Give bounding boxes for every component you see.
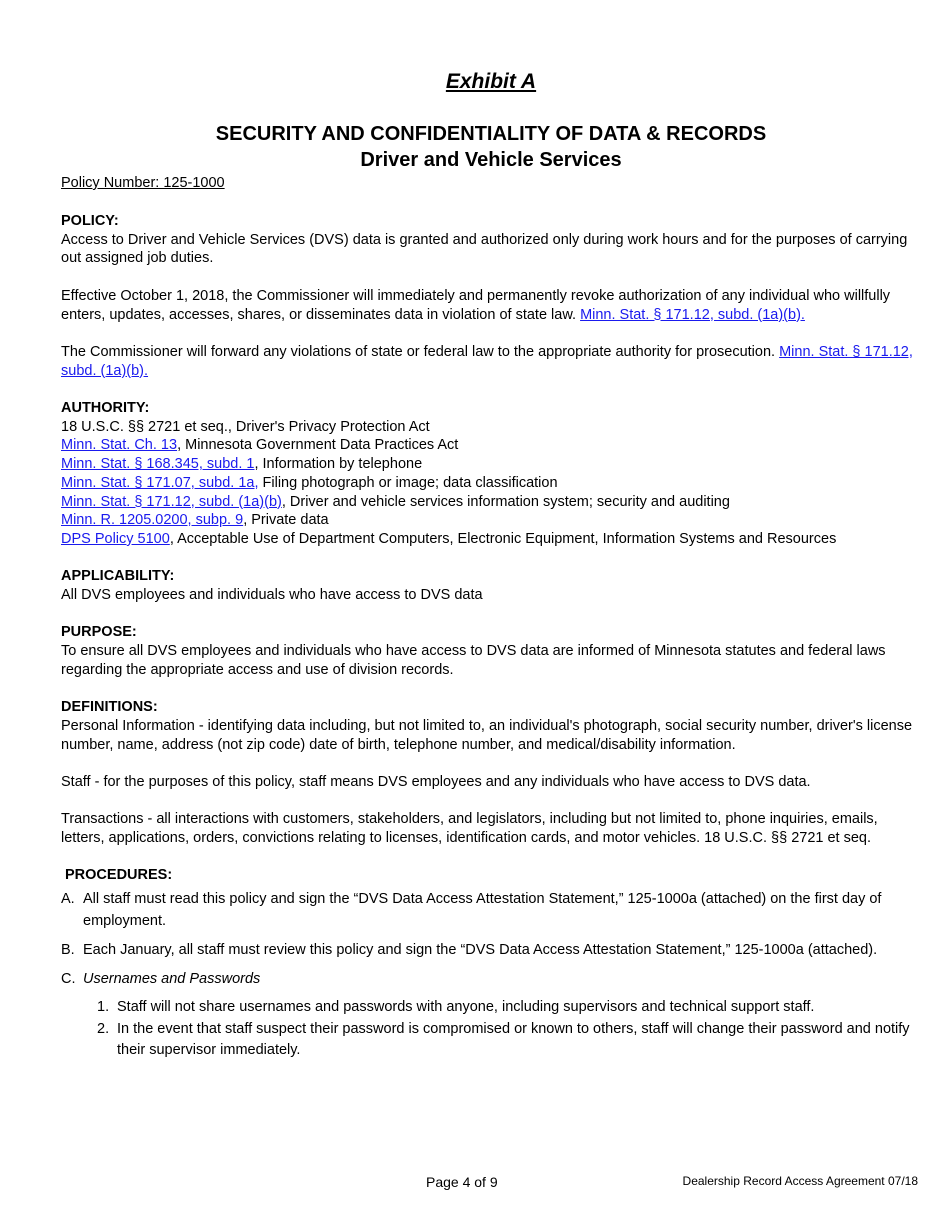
exhibit-label: Exhibit A	[445, 70, 537, 93]
policy-number: Policy Number: 125-1000	[61, 175, 225, 191]
authority-item: DPS Policy 5100, Acceptable Use of Department Computers, Electronic Equipment, Information Systems and Resources	[61, 530, 837, 547]
document-title: SECURITY AND CONFIDENTIALITY OF DATA & RECORDS	[215, 123, 767, 145]
authority-item: Minn. R. 1205.0200, subp. 9, Private data	[61, 512, 329, 529]
procedure-c-list	[61, 997, 921, 1062]
definition-staff: Staff - for the purposes of this policy, staff means DVS employees and any individuals who have access to DVS data.	[61, 773, 811, 790]
authority-link[interactable]: Minn. Stat. Ch. 13	[61, 437, 178, 454]
authority-link[interactable]: Minn. R. 1205.0200, subp. 9	[61, 512, 244, 529]
authority-heading: AUTHORITY:	[61, 399, 150, 416]
definition-transactions: Transactions - all interactions with customers, stakeholders, and legislators, including but not limited to, phone inquiries, emails, letters, applications, orders, convictions relating to licenses, identification cards, and motor vehicles. 18 U.S.C. §§ 2721 et seq.	[61, 811, 878, 847]
document-subtitle: Driver and Vehicle Services	[360, 149, 622, 171]
procedure-a: A. All staff must read this policy and sign the “DVS Data Access Attestation Statement,” 125-1000a (attached) on the first day of employment.	[61, 891, 882, 930]
authority-item: Minn. Stat. § 171.07, subd. 1a, Filing photograph or image; data classification	[61, 474, 558, 491]
procedure-c-item-2: 2. In the event that staff suspect their password is compromised or known to others, staff will change their password and notify their supervisor immediately.	[97, 1020, 910, 1059]
authority-link[interactable]: DPS Policy 5100	[61, 530, 170, 547]
document-footer-label: Dealership Record Access Agreement 07/18	[682, 1174, 918, 1188]
authority-link[interactable]: Minn. Stat. § 171.12, subd. (1a)(b)	[61, 493, 282, 510]
policy-paragraph-2: Effective October 1, 2018, the Commissioner will immediately and permanently revoke authorization of any individual who willfully enters, updates, accesses, shares, or disseminates data in violation of state law. Minn. Stat. § 171.12, subd. (1a)(b).	[61, 287, 891, 323]
authority-section	[61, 399, 921, 549]
authority-item: Minn. Stat. Ch. 13, Minnesota Government Data Practices Act	[61, 437, 459, 454]
procedure-b: B. Each January, all staff must review this policy and sign the “DVS Data Access Attestation Statement,” 125-1000a (attached).	[61, 942, 878, 959]
purpose-section	[61, 623, 921, 679]
policy-heading: POLICY:	[61, 213, 119, 229]
purpose-text: To ensure all DVS employees and individuals who have access to DVS data are informed of Minnesota statutes and federal laws regarding the appropriate access and use of division records.	[61, 643, 886, 678]
definition-personal-information: Personal Information - identifying data including, but not limited to, an individual's photograph, social security number, driver's license number, name, address (not zip code) date of birth, telephone number, and medical/disability information.	[61, 717, 913, 753]
applicability-text: All DVS employees and individuals who have access to DVS data	[61, 587, 483, 603]
document-body	[61, 212, 921, 1062]
policy-paragraph-1: Access to Driver and Vehicle Services (DVS) data is granted and authorized only during work hours and for the purposes of carrying out assigned job duties.	[61, 231, 908, 267]
applicability-heading: APPLICABILITY:	[61, 568, 175, 585]
procedure-c-item-1: 1. Staff will not share usernames and passwords with anyone, including supervisors and technical support staff.	[97, 999, 815, 1016]
applicability-section	[61, 567, 921, 604]
procedure-c: C. Usernames and Passwords	[61, 971, 261, 988]
authority-item: Minn. Stat. § 168.345, subd. 1, Information by telephone	[61, 456, 423, 473]
purpose-heading: PURPOSE:	[61, 624, 137, 641]
policy-paragraph-3: The Commissioner will forward any violations of state or federal law to the appropriate authority for prosecution. Minn. Stat. § 171.12, subd. (1a)(b).	[61, 343, 913, 379]
procedures-heading: PROCEDURES:	[65, 867, 173, 884]
statute-link[interactable]: Minn. Stat. § 171.12, subd. (1a)(b).	[61, 343, 913, 379]
authority-link[interactable]: Minn. Stat. § 168.345, subd. 1	[61, 456, 255, 473]
statute-link[interactable]: Minn. Stat. § 171.12, subd. (1a)(b).	[580, 306, 805, 323]
authority-link[interactable]: Minn. Stat. § 171.07, subd. 1a,	[61, 474, 259, 491]
authority-item: Minn. Stat. § 171.12, subd. (1a)(b), Driver and vehicle services information system; security and auditing	[61, 493, 730, 510]
page-number: Page 4 of 9	[426, 1174, 498, 1190]
definitions-heading: DEFINITIONS:	[61, 699, 158, 716]
authority-item: 18 U.S.C. §§ 2721 et seq., Driver's Privacy Protection Act	[61, 418, 430, 435]
